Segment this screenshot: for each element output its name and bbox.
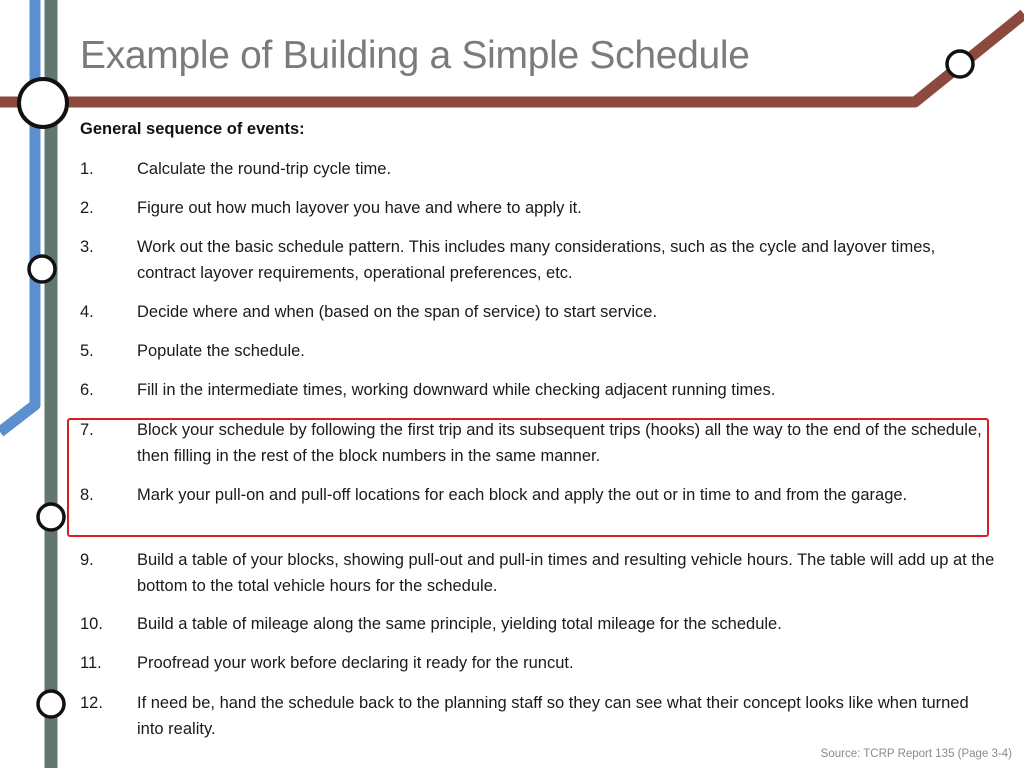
- station-large-icon: [19, 79, 67, 127]
- item-number: 5.: [80, 342, 94, 360]
- item-number: 4.: [80, 303, 94, 321]
- item-text: Work out the basic schedule pattern. This includes many considerations, such as the cycle and layover times, contract layover requirements, operational preferences, etc.: [137, 238, 936, 282]
- item-number: 10.: [80, 615, 103, 633]
- item-number: 7.: [80, 421, 94, 439]
- item-text: Decide where and when (based on the span of service) to start service.: [137, 303, 658, 321]
- blue-transit-line: [0, 0, 35, 432]
- item-number: 12.: [80, 694, 103, 712]
- item-text: Block your schedule by following the first trip and its subsequent trips (hooks) all the way to the end of the schedule, then filling in the rest of the block numbers in the same manner.: [137, 421, 982, 465]
- item-text: Mark your pull-on and pull-off locations for each block and apply the out or in time to and from the garage.: [137, 486, 908, 504]
- item-text: Calculate the round-trip cycle time.: [137, 160, 392, 178]
- item-text: Figure out how much layover you have and where to apply it.: [137, 199, 582, 217]
- item-number: 11.: [80, 654, 102, 672]
- highlight-box: [67, 418, 989, 537]
- item-text: Build a table of your blocks, showing pull-out and pull-in times and resulting vehicle hours. The table will add up at the bottom to the total vehicle hours for the schedule.: [137, 551, 995, 595]
- station-icon: [947, 51, 973, 77]
- station-icon: [29, 256, 55, 282]
- item-number: 3.: [80, 238, 94, 256]
- item-text: Proofread your work before declaring it ready for the runcut.: [137, 654, 574, 672]
- item-text: Build a table of mileage along the same principle, yielding total mileage for the schedule.: [137, 615, 782, 633]
- source-citation: Source: TCRP Report 135 (Page 3-4): [820, 748, 1012, 760]
- item-text: Fill in the intermediate times, working downward while checking adjacent running times.: [137, 381, 776, 399]
- section-heading: General sequence of events:: [80, 120, 305, 138]
- item-text: If need be, hand the schedule back to the planning staff so they can see what their concept looks like when turned into reality.: [137, 694, 969, 738]
- slide-title: Example of Building a Simple Schedule: [80, 34, 750, 77]
- item-number: 9.: [80, 551, 94, 569]
- item-number: 1.: [80, 160, 94, 178]
- item-text: Populate the schedule.: [137, 342, 305, 360]
- item-number: 8.: [80, 486, 94, 504]
- station-icon: [38, 691, 64, 717]
- item-number: 6.: [80, 381, 94, 399]
- item-number: 2.: [80, 199, 94, 217]
- station-icon: [38, 504, 64, 530]
